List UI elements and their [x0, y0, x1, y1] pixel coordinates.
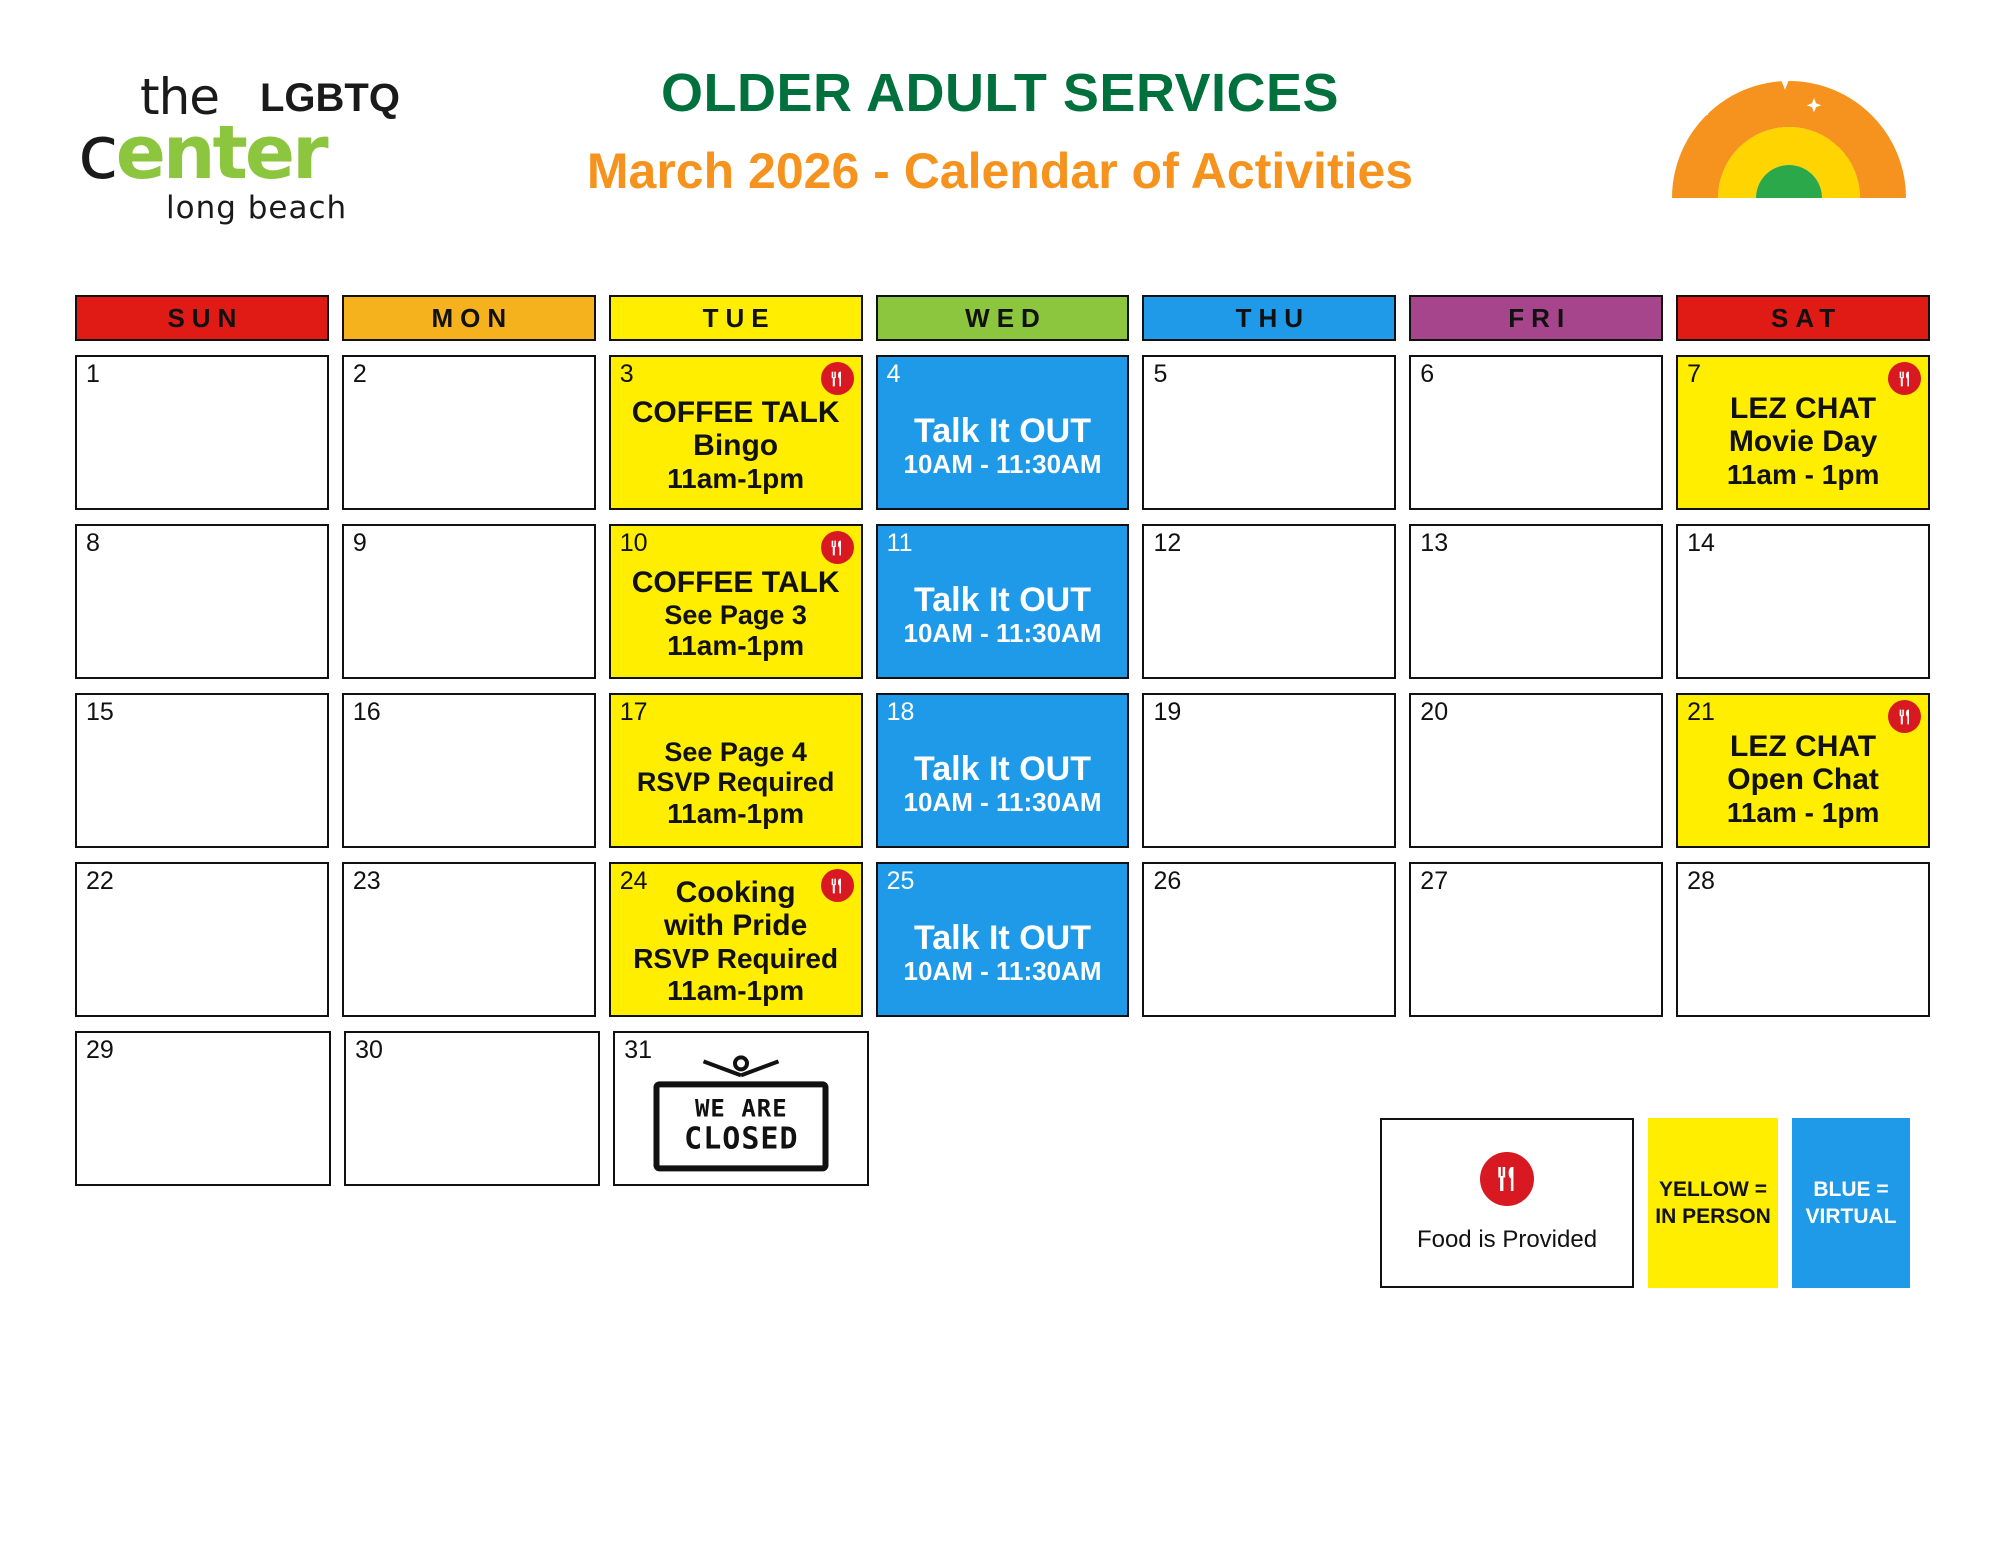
day-number: 6 [1420, 360, 1435, 388]
day-cell[interactable] [1409, 524, 1663, 679]
day-number: 18 [886, 698, 915, 726]
day-cell[interactable] [1676, 355, 1930, 510]
food-provided-icon [821, 531, 854, 564]
day-number: 10 [619, 529, 648, 557]
day-number: 14 [1687, 529, 1715, 557]
event-detail: Bingo [693, 429, 779, 463]
event-title: Talk It OUT [914, 411, 1091, 450]
event-detail: Open Chat [1727, 763, 1879, 797]
day-number: 13 [1420, 529, 1449, 557]
event-time: 11am-1pm [667, 463, 805, 494]
day-number: 31 [624, 1036, 653, 1064]
day-number: 21 [1687, 698, 1715, 726]
week-row [75, 693, 1930, 848]
day-header-tue [609, 295, 863, 341]
calendar-grid [75, 295, 1930, 1200]
day-number: 27 [1420, 867, 1449, 895]
center-long-beach-logo [78, 58, 408, 226]
day-cell[interactable] [342, 693, 596, 848]
event-detail: See Page 3 [664, 600, 807, 631]
event-content [878, 387, 1128, 504]
closed-line-1: WE ARE [694, 1093, 788, 1122]
day-cell[interactable] [1676, 524, 1930, 679]
legend-yellow-label: YELLOW = IN PERSON [1655, 1177, 1771, 1228]
week-row [75, 862, 1930, 1017]
day-cell[interactable] [876, 693, 1130, 848]
logo-word-long-beach: long beach [166, 190, 348, 226]
page-title: OLDER ADULT SERVICES [660, 63, 1340, 123]
day-cell[interactable] [75, 693, 329, 848]
event-detail: RSVP Required [636, 767, 835, 798]
event-content [878, 556, 1128, 673]
day-cell[interactable] [609, 524, 863, 679]
food-provided-icon [821, 362, 854, 395]
day-cell[interactable] [1676, 862, 1930, 1017]
day-number: 19 [1153, 698, 1182, 726]
event-title-line2: with Pride [663, 909, 808, 943]
closed-line-2: CLOSED [684, 1121, 799, 1157]
event-title: COFFEE TALK [631, 395, 840, 429]
food-provided-icon [1888, 700, 1921, 733]
event-time: 11am-1pm [667, 975, 805, 1007]
day-number: 1 [86, 360, 100, 388]
food-provided-icon [1480, 1152, 1534, 1206]
rainbow-icon [1654, 40, 1924, 200]
day-cell[interactable] [75, 355, 329, 510]
day-cell-blank [1148, 1031, 1400, 1186]
day-cell[interactable] [1142, 355, 1396, 510]
legend-blue-label: BLUE = VIRTUAL [1805, 1177, 1897, 1228]
event-time: 10AM - 11:30AM [903, 955, 1102, 986]
day-number: 11 [886, 529, 913, 557]
event-title: Talk It OUT [914, 580, 1091, 619]
day-header-sat [1676, 295, 1930, 341]
day-number: 9 [352, 529, 367, 557]
event-time: 11am - 1pm [1726, 459, 1880, 490]
day-number: 8 [86, 529, 100, 557]
day-number: 30 [355, 1036, 383, 1064]
day-number: 26 [1153, 867, 1182, 895]
event-detail: Movie Day [1728, 425, 1878, 459]
week-row [75, 524, 1930, 679]
day-header-label: TUE [702, 302, 776, 333]
day-header-thu [1142, 295, 1396, 341]
day-header-label: THU [1235, 302, 1311, 333]
day-number: 17 [619, 698, 648, 726]
day-cell-blank [882, 1031, 1134, 1186]
event-time: 11am-1pm [667, 630, 805, 662]
legend-food-provided [1380, 1118, 1634, 1288]
day-header-mon [342, 295, 596, 341]
event-title: COFFEE TALK [631, 566, 840, 600]
day-number: 29 [86, 1036, 114, 1064]
day-header-label: SAT [1771, 302, 1843, 333]
day-cell[interactable] [1142, 862, 1396, 1017]
day-header-label: WED [965, 302, 1047, 333]
day-cell[interactable] [876, 355, 1130, 510]
event-time: 10AM - 11:30AM [903, 786, 1102, 817]
day-cell[interactable] [344, 1031, 600, 1186]
event-detail: RSVP Required [633, 942, 839, 974]
day-cell[interactable] [1409, 355, 1663, 510]
day-number: 25 [886, 867, 915, 895]
logo-word-center [78, 110, 326, 196]
event-time: 10AM - 11:30AM [903, 448, 1102, 479]
day-cell[interactable] [876, 862, 1130, 1017]
calendar-weeks [75, 355, 1930, 1186]
event-content [611, 725, 861, 842]
day-header-label: MON [431, 302, 514, 333]
event-title: See Page 4 [664, 737, 807, 768]
event-content [1678, 717, 1928, 842]
day-cell[interactable] [1142, 693, 1396, 848]
day-number: 24 [619, 867, 648, 895]
event-content [611, 556, 861, 673]
day-number: 28 [1687, 867, 1715, 895]
day-number: 22 [86, 867, 114, 895]
day-cell[interactable] [342, 862, 596, 1017]
day-cell[interactable] [75, 1031, 331, 1186]
logo-word-lgbtq: LGBTQ [260, 76, 400, 120]
day-number: 12 [1153, 529, 1182, 557]
page-subtitle: March 2026 - Calendar of Activities [586, 143, 1414, 199]
day-cell[interactable] [609, 355, 863, 510]
day-cell[interactable] [75, 862, 329, 1017]
day-number: 7 [1687, 360, 1702, 388]
event-time: 11am-1pm [667, 797, 805, 829]
event-content [878, 894, 1128, 1011]
legend-food-label: Food is Provided [1416, 1226, 1598, 1253]
event-content [611, 387, 861, 504]
day-cell[interactable] [1409, 693, 1663, 848]
day-cell[interactable] [876, 524, 1130, 679]
day-header-fri [1409, 295, 1663, 341]
day-number: 5 [1153, 360, 1168, 388]
event-title: Talk It OUT [914, 749, 1091, 788]
day-number: 2 [352, 360, 367, 388]
we-are-closed-sign [654, 1055, 829, 1172]
legend-virtual [1792, 1118, 1910, 1288]
day-number: 16 [352, 698, 381, 726]
food-provided-icon [821, 869, 854, 902]
title-block [440, 62, 1560, 200]
day-cell[interactable] [1409, 862, 1663, 1017]
day-header-wed [876, 295, 1130, 341]
day-cell[interactable] [75, 524, 329, 679]
logo-letter-c: c [78, 110, 116, 196]
week-row [75, 355, 1930, 510]
day-number: 15 [86, 698, 114, 726]
day-number: 23 [352, 867, 381, 895]
event-content [1678, 379, 1928, 504]
logo-word-enter: enter [115, 110, 326, 196]
day-number: 3 [619, 360, 634, 388]
event-title: Talk It OUT [914, 918, 1091, 957]
legend [1380, 1118, 1910, 1288]
day-header-row [75, 295, 1930, 341]
closed-sign-box [654, 1081, 829, 1172]
page-header [0, 0, 1999, 250]
event-title: Cooking [675, 875, 796, 909]
day-cell[interactable] [613, 1031, 869, 1186]
logo-word-the: the [140, 68, 220, 126]
event-time: 11am - 1pm [1726, 797, 1880, 828]
day-number: 20 [1420, 698, 1449, 726]
day-header-label: FRI [1508, 302, 1572, 333]
day-cell[interactable] [342, 355, 596, 510]
event-time: 10AM - 11:30AM [903, 617, 1102, 648]
day-number: 4 [886, 360, 901, 388]
food-provided-icon [1888, 362, 1921, 395]
day-cell[interactable] [342, 524, 596, 679]
event-content [878, 725, 1128, 842]
event-title: LEZ CHAT [1730, 729, 1877, 763]
day-header-label: SUN [167, 302, 244, 333]
day-cell[interactable] [609, 693, 863, 848]
event-title: LEZ CHAT [1730, 391, 1877, 425]
legend-in-person [1648, 1118, 1778, 1288]
day-cell[interactable] [1676, 693, 1930, 848]
day-header-sun [75, 295, 329, 341]
day-cell[interactable] [1142, 524, 1396, 679]
day-cell[interactable] [609, 862, 863, 1017]
